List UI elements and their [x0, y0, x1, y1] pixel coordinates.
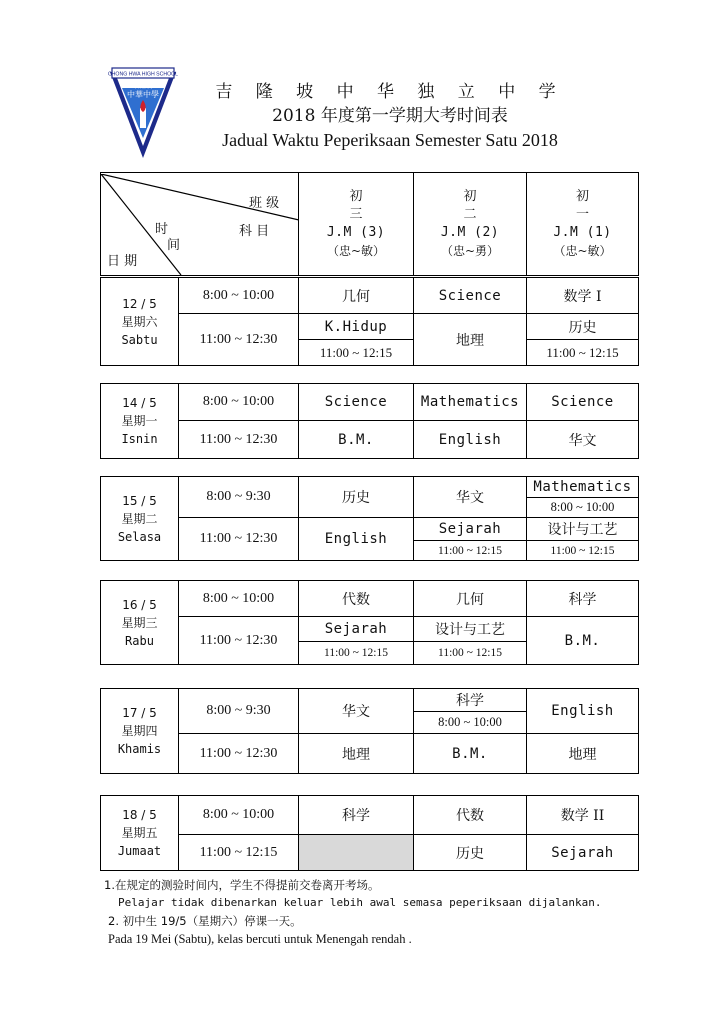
- exam-subject: 代数: [299, 581, 414, 617]
- exam-subject: 华文: [527, 421, 639, 459]
- exam-subject: 科学: [414, 689, 527, 712]
- session-time: 8:00 ~ 10:00: [179, 278, 299, 314]
- exam-subject: K.Hidup: [299, 314, 414, 340]
- exam-subject: 数学 II: [527, 796, 639, 835]
- session-time: 8:00 ~ 9:30: [179, 477, 299, 518]
- exam-subject: Science: [299, 384, 414, 421]
- session-time: 11:00 ~ 12:30: [179, 734, 299, 774]
- diagonal-header-cell: [101, 173, 299, 276]
- title-block: [195, 80, 585, 152]
- day-block-15-5: [100, 476, 639, 561]
- exam-subject: 华文: [414, 477, 527, 518]
- exam-subject: 华文: [299, 689, 414, 734]
- exam-subject: 设计与工艺: [414, 617, 527, 642]
- school-logo: [108, 66, 178, 162]
- exam-subject: 历史: [527, 314, 639, 340]
- exam-subject: 历史: [299, 477, 414, 518]
- exam-special-time: 11:00 ~ 12:15: [299, 642, 414, 665]
- day-block-16-5: [100, 580, 639, 665]
- exam-subject: Sejarah: [414, 518, 527, 541]
- exam-title-cn: 2018 年度第一学期大考时间表: [272, 106, 508, 126]
- date-cell: 18 / 5 星期五 Jumaat: [101, 796, 179, 871]
- session-time: 11:00 ~ 12:15: [179, 835, 299, 871]
- exam-special-time: 11:00 ~ 12:15: [299, 340, 414, 366]
- date-cell: 16 / 5 星期三 Rabu: [101, 581, 179, 665]
- exam-subject: 地理: [299, 734, 414, 774]
- exam-subject: Sejarah: [299, 617, 414, 642]
- logo-line2: 中華中學: [127, 90, 159, 99]
- exam-subject: 设计与工艺: [527, 518, 639, 541]
- exam-subject: Mathematics: [414, 384, 527, 421]
- class-header-jm2: 初 二 J.M (2) （忠~勇）: [414, 173, 527, 276]
- date-cell: 15 / 5 星期二 Selasa: [101, 477, 179, 561]
- class-label: 班 级: [249, 195, 280, 211]
- exam-subject: 地理: [414, 314, 527, 366]
- time-label-1: 时: [155, 221, 169, 237]
- exam-subject: Mathematics: [527, 477, 639, 498]
- empty-slot: [299, 835, 414, 871]
- exam-subject: B.M.: [414, 734, 527, 774]
- session-time: 8:00 ~ 10:00: [179, 796, 299, 835]
- exam-title-my: Jadual Waktu Peperiksaan Semester Satu 2018: [222, 130, 558, 150]
- date-cell: 12 / 5 星期六 Sabtu: [101, 278, 179, 366]
- session-time: 11:00 ~ 12:30: [179, 421, 299, 459]
- exam-subject: Sejarah: [527, 835, 639, 871]
- exam-subject: Science: [527, 384, 639, 421]
- exam-subject: 历史: [414, 835, 527, 871]
- header-table: [100, 172, 639, 276]
- note-1-cn: 1.在规定的测验时间内，学生不得提前交卷离开考场。: [104, 878, 380, 892]
- session-time: 11:00 ~ 12:30: [179, 314, 299, 366]
- session-time: 8:00 ~ 10:00: [179, 581, 299, 617]
- note-1-my: Pelajar tidak dibenarkan keluar lebih awal semasa peperiksaan dijalankan.: [118, 896, 602, 909]
- note-2-my: Pada 19 Mei (Sabtu), kelas bercuti untuk Menengah rendah .: [108, 932, 412, 946]
- exam-special-time: 8:00 ~ 10:00: [527, 498, 639, 518]
- exam-subject: Science: [414, 278, 527, 314]
- exam-special-time: 11:00 ~ 12:15: [527, 541, 639, 561]
- exam-special-time: 11:00 ~ 12:15: [414, 541, 527, 561]
- session-time: 8:00 ~ 10:00: [179, 384, 299, 421]
- notes: [104, 876, 664, 948]
- class-header-jm3: 初 三 J.M (3) （忠~敏）: [299, 173, 414, 276]
- exam-subject: English: [527, 689, 639, 734]
- logo-line1: 吉隆坡: [133, 83, 153, 90]
- date-cell: 17 / 5 星期四 Khamis: [101, 689, 179, 774]
- exam-special-time: 11:00 ~ 12:15: [414, 642, 527, 665]
- session-time: 11:00 ~ 12:30: [179, 617, 299, 665]
- exam-subject: English: [414, 421, 527, 459]
- day-block-17-5: [100, 688, 639, 774]
- exam-subject: 地理: [527, 734, 639, 774]
- exam-subject: 几何: [299, 278, 414, 314]
- exam-subject: 几何: [414, 581, 527, 617]
- exam-subject: B.M.: [527, 617, 639, 665]
- exam-subject: 科学: [299, 796, 414, 835]
- exam-subject: 数学 I: [527, 278, 639, 314]
- note-2-cn: 2. 初中生 19/5（星期六）停课一天。: [108, 914, 302, 928]
- day-block-12-5: [100, 277, 639, 366]
- session-time: 8:00 ~ 9:30: [179, 689, 299, 734]
- session-time: 11:00 ~ 12:30: [179, 518, 299, 561]
- school-name: 吉 隆 坡 中 华 独 立 中 学: [215, 82, 565, 102]
- exam-subject: 科学: [527, 581, 639, 617]
- day-block-14-5: [100, 383, 639, 459]
- exam-subject: English: [299, 518, 414, 561]
- date-label: 日 期: [107, 253, 138, 269]
- date-cell: 14 / 5 星期一 Isnin: [101, 384, 179, 459]
- exam-subject: 代数: [414, 796, 527, 835]
- time-label-2: 间: [167, 237, 181, 253]
- exam-special-time: 11:00 ~ 12:15: [527, 340, 639, 366]
- class-header-jm1: 初 一 J.M (1) （忠~敏）: [527, 173, 639, 276]
- logo-ring-text: CHONG HWA HIGH SCHOOL: [108, 71, 178, 78]
- day-block-18-5: [100, 795, 639, 871]
- exam-subject: B.M.: [299, 421, 414, 459]
- subject-label: 科 目: [239, 223, 270, 239]
- exam-special-time: 8:00 ~ 10:00: [414, 712, 527, 734]
